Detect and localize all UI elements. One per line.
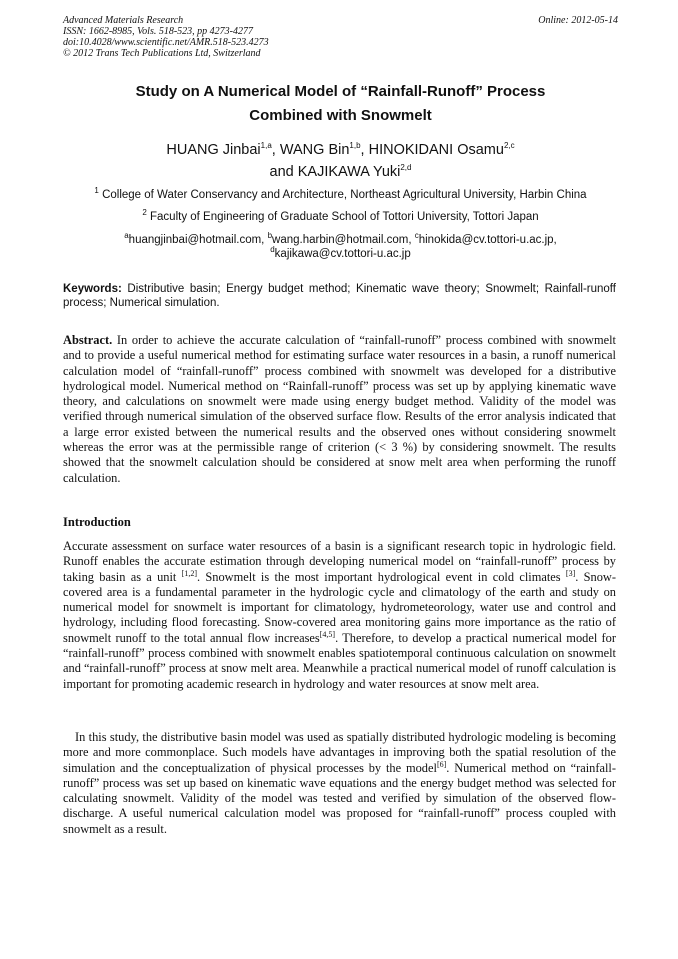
paper-title <box>63 80 618 128</box>
copyright-line: © 2012 Trans Tech Publications Ltd, Switzerland <box>63 48 261 59</box>
abstract-label: Abstract. <box>63 333 113 347</box>
online-date: Online: 2012-05-14 <box>538 15 618 26</box>
paragraph-text: . Snowmelt is the most important hydrological event in cold climates <box>197 569 566 584</box>
section-heading-introduction: Introduction <box>63 515 131 529</box>
affiliation-mark: 1 <box>94 186 99 196</box>
email-link[interactable]: kajikawa@cv.tottori-u.ac.jp <box>274 248 411 260</box>
abstract-text: In order to achieve the accurate calculation of “rainfall-runoff” process combined with snowmelt and to provide a useful numerical method for estimating surface water resources in a basin, a runoff numerical calculation model of “rainfall-runoff” process combined with snowmelt was developed for a distributive hydrological model. Numerical method on “Rainfall-runoff” process was set up by applying kinematic wave theory, and calculations on snowmelt were made using energy budget method. Validity of the model was verified through numerical simulation of the observed surface flow. Results of the error analysis indicated that a large error existed between the numerical results and the observed ones without considering snowmelt whereas the error was at the permissible range of criterion (< 3 %) by considering snowmelt. The results showed that the snowmelt calculation should be considered at snow melt area when performing the runoff calculation. <box>63 333 616 485</box>
citation: [4,5] <box>319 629 336 639</box>
email-mark: d <box>270 245 275 255</box>
email-line-2 <box>63 247 618 261</box>
author-line-2 <box>63 161 618 183</box>
introduction-paragraph-2 <box>63 730 616 837</box>
issn-line: ISSN: 1662-8985, Vols. 518-523, pp 4273-4277 <box>63 26 253 37</box>
affiliation-mark: 2 <box>142 208 147 218</box>
author-name: HUANG Jinbai <box>166 142 261 158</box>
introduction-paragraph-1 <box>63 539 616 692</box>
doi-line: doi:10.4028/www.scientific.net/AMR.518-523.4273 <box>63 37 269 48</box>
journal-name: Advanced Materials Research <box>63 15 184 26</box>
email-link[interactable]: hinokida@cv.tottori-u.ac.jp, <box>418 234 557 246</box>
author-name: HINOKIDANI Osamu <box>368 142 504 158</box>
email-mark: b <box>267 231 273 241</box>
email-line-1: $^a$huangjinbai@hotmail.com, $^b$wang.harbin@hotmail.com, $^c$hinokida@cv.tottori-u.ac.jp, <box>124 231 557 246</box>
abstract-paragraph <box>63 333 616 486</box>
email-link[interactable]: huangjinbai@hotmail.com <box>128 234 262 246</box>
author-separator: , <box>271 142 280 158</box>
affiliation-2 <box>63 210 618 224</box>
paragraph-text: . Snow-covered area is a fundamental parameter in the hydrologic cycle and climatology of the earth and study on numerical model for snowmelt is important for climatology, hydrometeorology, water use and control and hydrology, including flood forecasting. Snow-covered area monitoring gains more importance as the ratio of snowmelt runoff to the total annual flow increases <box>63 569 616 645</box>
title-line-1: Study on A Numerical Model of “Rainfall-Runoff” Process <box>135 83 546 100</box>
author-name: KAJIKAWA Yuki <box>297 164 401 180</box>
author-affiliation-mark: 2,d <box>400 163 412 173</box>
paragraph-text: Accurate assessment on surface water resources of a basin is a significant research topic in hydrologic field. Runoff enables the accurate estimation through developing numerical model on “rainfall-runoff” process by taking basin as a unit <box>63 539 616 584</box>
paragraph-text: . Therefore, to develop a practical numerical model for “rainfall-runoff” process combined with snowmelt enables spatiotemporal continuous calculation on snowmelt and “rainfall-runoff” process at snow melt area. Meanwhile a practical numerical model of runoff calculation is important for promoting academic research in hydrology and water resources at snow melt area. <box>63 630 616 691</box>
citation: [3] <box>565 568 576 578</box>
email-mark: a <box>124 231 129 241</box>
paragraph-text: In this study, the distributive basin model was used as spatially distributed hydrologic modeling is becoming more and more commonplace. Such models have advantages in improving both the spatial resolution of the simulation and the conceptualization of physical processes by the model <box>63 730 616 775</box>
keywords-block <box>63 282 616 310</box>
affiliation-1 <box>63 188 618 202</box>
author-line-1 <box>63 139 618 161</box>
citation: [1,2] <box>181 568 197 578</box>
citation: [6] <box>436 759 447 769</box>
publication-header <box>63 15 618 59</box>
keywords-text: Distributive basin; Energy budget method; Kinematic wave theory; Snowmelt; Rainfall-runoff process; Numerical simulation. <box>63 283 616 309</box>
title-line-2: Combined with Snowmelt <box>249 107 432 124</box>
email-list <box>63 233 618 261</box>
author-affiliation-mark: 1,b <box>349 141 361 151</box>
author-list <box>63 139 618 183</box>
affiliation-text: Faculty of Engineering of Graduate School of Tottori University, Tottori Japan <box>150 211 539 223</box>
author-affiliation-mark: 1,a <box>260 141 272 151</box>
author-affiliation-mark: 2,c <box>503 141 515 151</box>
affiliation-text: College of Water Conservancy and Architecture, Northeast Agricultural University, Harbin China <box>102 189 587 201</box>
keywords-label: Keywords: <box>63 283 122 295</box>
email-link[interactable]: wang.harbin@hotmail.com <box>272 234 409 246</box>
paragraph-text: . Numerical method on “rainfall-runoff” process was set up based on kinematic wave equations and the energy budget method was selected for calculating snowmelt. Validity of the model was tested and verified by simulation of the observed flow-discharge. A useful numerical calculation model was proposed for “rainfall-runoff” process coupled with snowmelt as a result. <box>63 760 616 836</box>
author-name: WANG Bin <box>279 142 350 158</box>
author-conjunction: and <box>269 164 298 180</box>
email-mark: c <box>414 231 419 241</box>
author-separator: , <box>360 142 369 158</box>
